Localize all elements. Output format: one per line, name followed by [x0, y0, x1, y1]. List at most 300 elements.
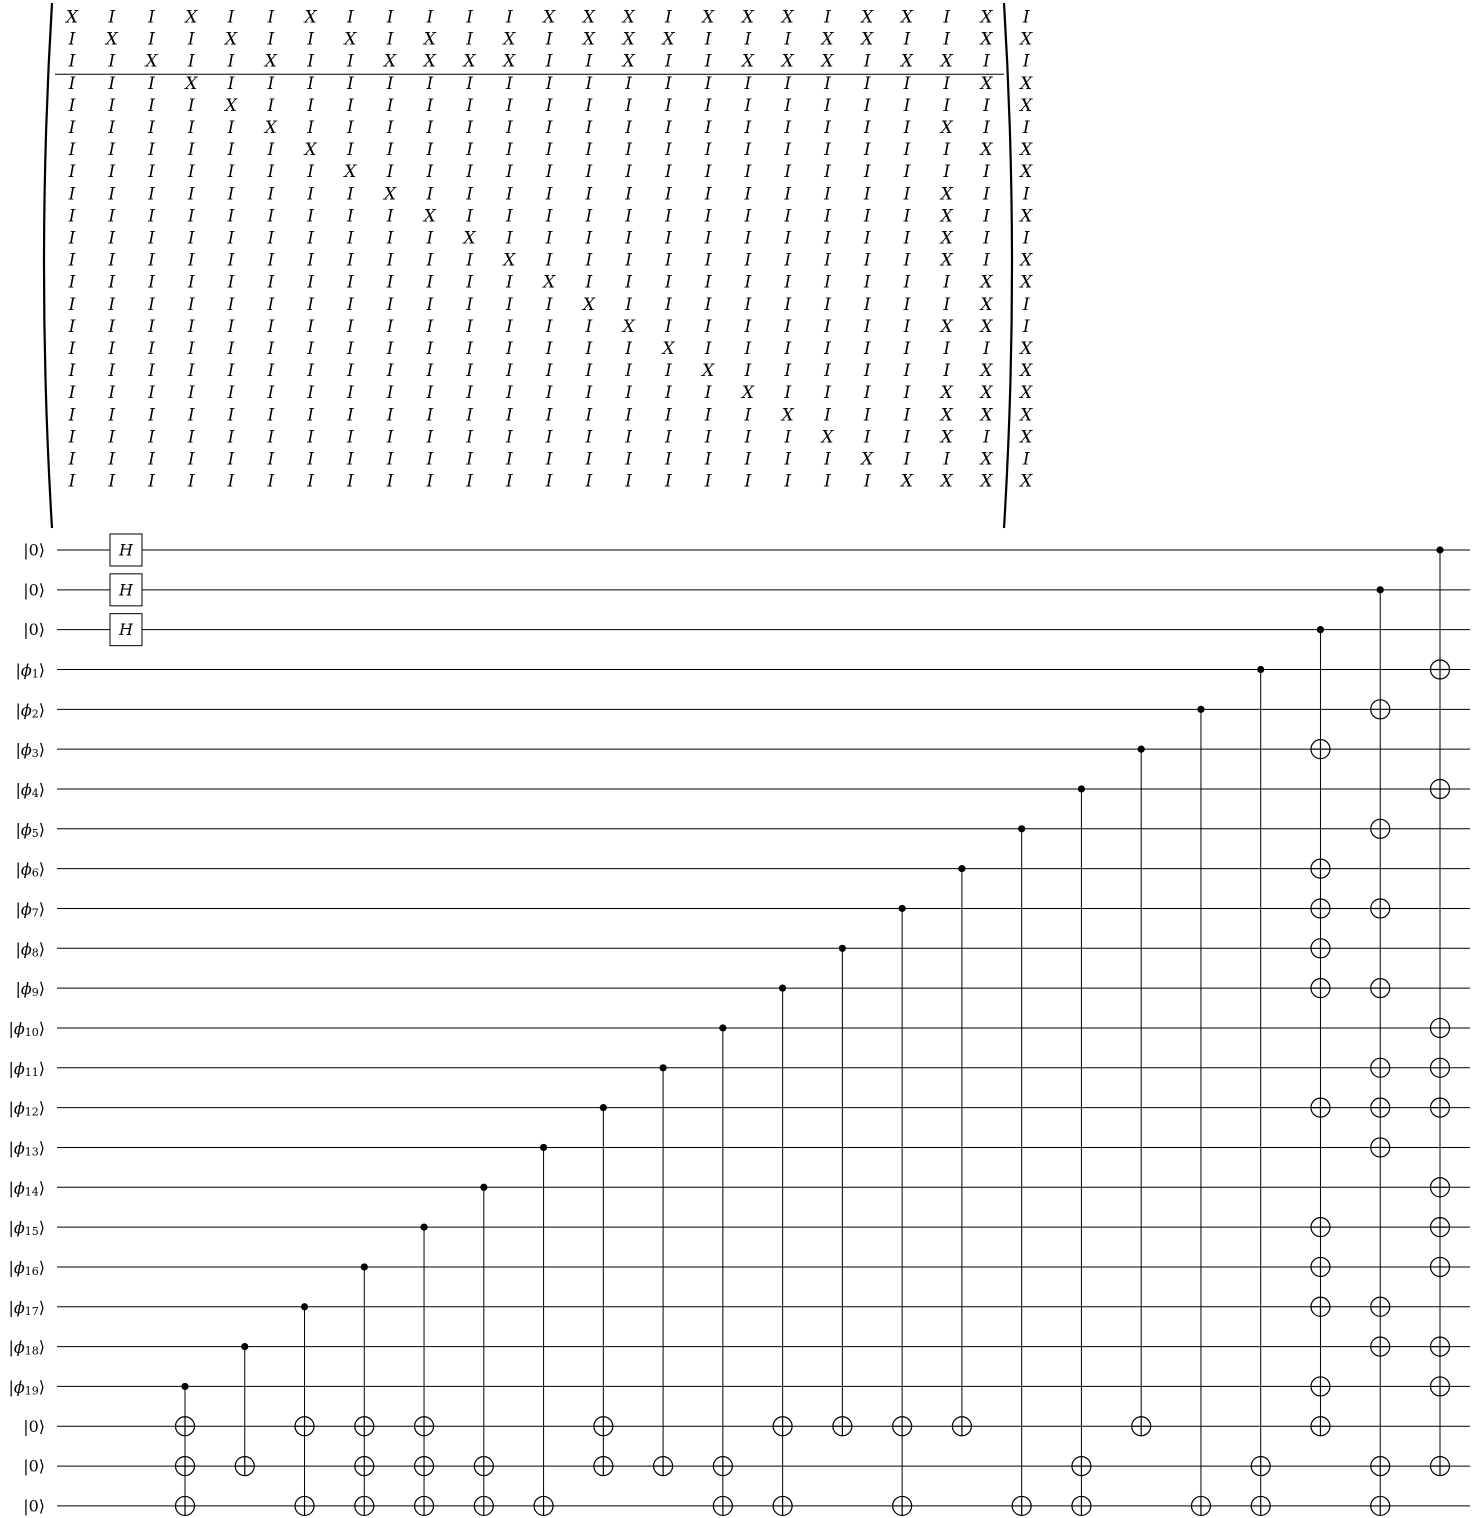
matrix-entry: I [148, 449, 155, 470]
matrix-entry: I [704, 228, 712, 249]
matrix-entry: I [466, 272, 473, 293]
matrix-entry: I [585, 51, 593, 72]
matrix-entry: I [148, 339, 155, 359]
matrix-entry: I [227, 228, 235, 249]
matrix-entry: I [784, 339, 792, 359]
matrix-entry: I [307, 95, 314, 116]
matrix-entry: I [784, 316, 792, 337]
wire-label: |0⟩ [23, 1496, 45, 1516]
matrix-entry: I [227, 272, 235, 293]
matrix-entry: I [545, 471, 553, 492]
matrix-entry: I [784, 383, 792, 404]
matrix-entry: I [744, 29, 752, 50]
matrix-entry: I [983, 51, 990, 72]
matrix-entry: I [346, 471, 354, 492]
matrix-entry: I [148, 316, 155, 337]
matrix-entry: I [187, 184, 195, 205]
control-dot [361, 1263, 368, 1270]
matrix-entry: I [943, 140, 951, 161]
matrix-entry: I [625, 383, 632, 404]
matrix-entry: I [704, 29, 712, 50]
matrix-entry: I [665, 162, 672, 183]
matrix-entry: I [307, 471, 314, 492]
matrix-entry: I [386, 95, 394, 116]
matrix-entry: X [741, 7, 754, 28]
matrix-entry: I [665, 7, 672, 28]
matrix-entry: I [187, 294, 195, 315]
matrix-entry: I [386, 272, 394, 293]
control-dot [1257, 666, 1264, 673]
matrix-entry: I [545, 449, 553, 470]
matrix-entry: I [863, 272, 871, 293]
matrix-entry: I [108, 405, 116, 426]
matrix-entry: I [863, 405, 871, 426]
matrix-entry: I [346, 184, 354, 205]
matrix-entry: I [227, 140, 235, 161]
matrix-entry: X [940, 316, 953, 337]
matrix-entry: I [386, 294, 394, 315]
matrix-entry: I [545, 405, 553, 426]
matrix-entry: I [148, 228, 155, 249]
matrix-entry: I [744, 449, 752, 470]
wire-label: $|\phi_{12}⟩$ [8, 1098, 45, 1119]
matrix-entry: X [821, 427, 834, 448]
wire-label: $|\phi_4⟩$ [15, 779, 45, 800]
matrix-entry: I [665, 73, 672, 94]
matrix-entry: I [744, 184, 752, 205]
matrix-entry: I [426, 7, 434, 28]
matrix-entry: I [267, 294, 275, 315]
matrix-entry: X [900, 471, 914, 492]
matrix-entry: I [585, 118, 593, 138]
matrix-entry: I [704, 449, 712, 470]
wire-label: $|\phi_9⟩$ [15, 978, 45, 1000]
matrix-entry: I [68, 272, 76, 293]
matrix-entry: I [68, 228, 76, 249]
matrix-entry: I [346, 405, 354, 426]
matrix-entry: I [903, 118, 911, 138]
matrix-entry: I [744, 316, 752, 337]
matrix-entry: X [582, 294, 595, 315]
matrix-entry: I [307, 405, 314, 426]
matrix-entry: X [344, 29, 357, 50]
matrix-entry: X [940, 405, 953, 426]
matrix-entry: I [108, 294, 116, 315]
matrix-entry: I [227, 405, 235, 426]
matrix-entry: I [863, 184, 871, 205]
matrix-entry: I [346, 339, 354, 359]
matrix-entry: I [704, 405, 712, 426]
matrix-entry: I [386, 405, 394, 426]
matrix-entry: I [545, 29, 553, 50]
matrix-entry: I [108, 316, 116, 337]
matrix-entry: I [1022, 51, 1030, 72]
matrix-left-paren [44, 3, 52, 528]
matrix-entry: I [784, 427, 792, 448]
matrix-entry: I [267, 250, 275, 271]
matrix-entry: X [384, 184, 397, 205]
matrix-entry: I [665, 405, 672, 426]
matrix-right-paren [1004, 3, 1012, 528]
control-dot [1317, 626, 1324, 633]
matrix-entry: X [185, 73, 198, 94]
matrix-entry: I [665, 294, 672, 315]
matrix-entry: I [983, 228, 990, 249]
matrix-entry: I [863, 118, 871, 138]
matrix-entry: I [68, 51, 76, 72]
matrix-entry: I [784, 95, 792, 116]
matrix-entry: X [1020, 95, 1033, 116]
matrix-entry: I [665, 228, 672, 249]
matrix-entry: I [506, 7, 513, 28]
matrix-entry: I [903, 272, 911, 293]
matrix-entry: I [466, 339, 473, 359]
matrix-entry: I [704, 272, 712, 293]
matrix-entry: I [227, 162, 235, 183]
matrix-entry: I [426, 162, 434, 183]
hadamard-label: H [119, 580, 133, 600]
matrix-entry: I [108, 140, 116, 161]
matrix-entry: X [423, 51, 436, 72]
matrix-entry: I [466, 405, 473, 426]
matrix-entry: X [781, 405, 794, 426]
wire-label: $|\phi_{10}⟩$ [8, 1018, 45, 1039]
matrix-entry: I [466, 140, 473, 161]
matrix-entry: I [863, 162, 871, 183]
matrix-entry: I [704, 51, 712, 72]
wire-label: $|\phi_{11}⟩$ [8, 1058, 45, 1079]
matrix-entry: I [863, 73, 871, 94]
matrix-entry: I [148, 250, 155, 271]
matrix-entry: I [983, 118, 990, 138]
matrix-entry: I [386, 162, 394, 183]
matrix-entry: I [824, 73, 831, 94]
control-dot [1078, 785, 1085, 792]
matrix-entry: I [187, 228, 195, 249]
matrix-entry: X [940, 427, 953, 448]
matrix-entry: I [108, 118, 116, 138]
control-dot [1436, 546, 1443, 553]
matrix-entry: I [267, 7, 275, 28]
matrix-entry: I [307, 184, 314, 205]
matrix-entry: I [506, 383, 513, 404]
matrix-entry: I [665, 383, 672, 404]
matrix-entry: I [983, 250, 990, 271]
matrix-entry: I [108, 206, 116, 227]
matrix-entry: I [466, 250, 473, 271]
matrix-entry: I [506, 140, 513, 161]
matrix-entry: I [704, 294, 712, 315]
matrix-entry: X [622, 51, 635, 72]
matrix-entry: I [903, 316, 911, 337]
matrix-entry: I [665, 140, 672, 161]
matrix-entry: I [227, 427, 235, 448]
matrix-entry: I [267, 361, 275, 382]
matrix-entry: X [1020, 206, 1033, 227]
matrix-entry: I [903, 449, 911, 470]
matrix-entry: I [983, 339, 990, 359]
matrix-entry: I [386, 471, 394, 492]
matrix-entry: I [307, 206, 314, 227]
matrix-entry: X [264, 51, 277, 72]
matrix-entry: I [744, 294, 752, 315]
matrix-entry: I [665, 250, 672, 271]
matrix-entry: I [148, 471, 155, 492]
matrix-entry: I [267, 162, 275, 183]
control-dot [899, 905, 906, 912]
matrix-entry: I [903, 162, 911, 183]
matrix-entry: I [824, 206, 831, 227]
matrix-entry: I [148, 7, 155, 28]
matrix-entry: I [267, 228, 275, 249]
matrix-entry: I [307, 383, 314, 404]
matrix-entry: I [386, 118, 394, 138]
parity-matrix [44, 3, 1033, 528]
matrix-entry: X [1020, 361, 1033, 382]
matrix-entry: I [68, 427, 76, 448]
matrix-entry: X [980, 316, 993, 337]
matrix-entry: I [68, 73, 76, 94]
matrix-entry: I [227, 471, 235, 492]
control-dot [600, 1104, 607, 1111]
matrix-entry: I [187, 383, 195, 404]
matrix-entry: X [781, 7, 794, 28]
matrix-entry: I [108, 51, 116, 72]
matrix-entry: I [187, 427, 195, 448]
matrix-entry: I [187, 316, 195, 337]
matrix-entry: I [665, 184, 672, 205]
matrix-entry: X [1020, 427, 1033, 448]
matrix-entry: I [863, 316, 871, 337]
matrix-entry: X [1020, 339, 1033, 359]
matrix-entry: I [187, 339, 195, 359]
matrix-entry: I [903, 250, 911, 271]
matrix-entry: I [267, 184, 275, 205]
matrix-entry: I [426, 471, 434, 492]
matrix-entry: I [744, 471, 752, 492]
matrix-entry: I [585, 95, 593, 116]
matrix-entry: X [781, 51, 794, 72]
matrix-entry: I [187, 405, 195, 426]
matrix-entry: X [940, 228, 953, 249]
matrix-entry: I [625, 361, 632, 382]
matrix-entry: I [983, 95, 990, 116]
wire-label: $|\phi_{17}⟩$ [8, 1297, 45, 1318]
matrix-entry: I [148, 29, 155, 50]
matrix-entry: X [980, 405, 993, 426]
matrix-entry: I [585, 471, 593, 492]
matrix-entry: I [625, 405, 632, 426]
matrix-entry: I [386, 250, 394, 271]
matrix-entry: I [307, 250, 314, 271]
control-dot [1197, 706, 1204, 713]
matrix-entry: X [940, 383, 953, 404]
matrix-entry: I [68, 294, 76, 315]
matrix-entry: I [187, 140, 195, 161]
matrix-entry: X [224, 95, 238, 116]
matrix-entry: I [744, 140, 752, 161]
matrix-entry: I [227, 316, 235, 337]
matrix-entry: I [625, 95, 632, 116]
matrix-entry: I [187, 95, 195, 116]
matrix-entry: X [145, 51, 158, 72]
matrix-entry: I [784, 73, 792, 94]
matrix-entry: I [704, 250, 712, 271]
matrix-entry: X [543, 272, 556, 293]
control-dot [779, 985, 786, 992]
matrix-entry: I [545, 184, 553, 205]
matrix-entry: X [1020, 73, 1033, 94]
matrix-entry: I [625, 427, 632, 448]
matrix-entry: X [702, 7, 715, 28]
matrix-entry: I [744, 405, 752, 426]
matrix-entry: I [704, 427, 712, 448]
matrix-entry: X [940, 250, 953, 271]
control-dot [420, 1224, 427, 1231]
matrix-entry: I [426, 272, 434, 293]
matrix-entry: I [466, 471, 473, 492]
matrix-entry: I [187, 471, 195, 492]
matrix-entry: I [466, 29, 473, 50]
matrix-entry: X [861, 29, 874, 50]
matrix-entry: I [346, 51, 354, 72]
control-dot [719, 1024, 726, 1031]
matrix-entry: I [704, 339, 712, 359]
matrix-entry: I [665, 95, 672, 116]
matrix-entry: I [744, 427, 752, 448]
matrix-entry: I [824, 405, 831, 426]
matrix-entry: I [903, 140, 911, 161]
matrix-entry: I [227, 73, 235, 94]
matrix-entry: I [665, 316, 672, 337]
matrix-entry: I [346, 361, 354, 382]
matrix-entry: I [545, 427, 553, 448]
matrix-entry: I [625, 449, 632, 470]
matrix-entry: I [625, 339, 632, 359]
matrix-entry: X [940, 51, 953, 72]
matrix-entry: I [68, 405, 76, 426]
matrix-entry: I [545, 206, 553, 227]
matrix-entry: I [824, 162, 831, 183]
matrix-entry: I [943, 272, 951, 293]
matrix-entry: I [68, 471, 76, 492]
matrix-entry: I [426, 427, 434, 448]
matrix-entry: I [704, 140, 712, 161]
matrix-entry: I [585, 162, 593, 183]
matrix-entry: X [900, 51, 914, 72]
matrix-entry: I [227, 51, 235, 72]
matrix-entry: I [1022, 7, 1030, 28]
matrix-entry: I [506, 471, 513, 492]
matrix-entry: I [307, 162, 314, 183]
matrix-entry: I [426, 294, 434, 315]
matrix-entry: I [903, 95, 911, 116]
matrix-entry: I [148, 73, 155, 94]
matrix-entry: I [744, 95, 752, 116]
matrix-entry: I [466, 7, 473, 28]
matrix-entry: I [545, 361, 553, 382]
matrix-entry: I [665, 449, 672, 470]
matrix-entry: I [784, 250, 792, 271]
matrix-entry: I [665, 51, 672, 72]
matrix-entry: I [187, 206, 195, 227]
wire-label: $|\phi_7⟩$ [15, 898, 45, 920]
matrix-entry: I [346, 228, 354, 249]
matrix-entry: I [863, 228, 871, 249]
matrix-entry: I [704, 184, 712, 205]
matrix-entry: I [863, 427, 871, 448]
matrix-entry: I [426, 73, 434, 94]
matrix-entry: I [108, 228, 116, 249]
matrix-entry: I [227, 449, 235, 470]
matrix-entry: I [784, 184, 792, 205]
matrix-entry: I [386, 7, 394, 28]
matrix-entry: I [784, 206, 792, 227]
matrix-entry: I [943, 162, 951, 183]
matrix-entry: I [665, 361, 672, 382]
wire-label: |0⟩ [23, 1416, 45, 1436]
matrix-entry: I [187, 250, 195, 271]
matrix-entry: I [943, 95, 951, 116]
matrix-entry: X [980, 449, 993, 470]
matrix-entry: X [264, 118, 277, 138]
matrix-entry: I [903, 383, 911, 404]
hadamard-label: H [119, 620, 133, 640]
matrix-entry: I [267, 95, 275, 116]
wire-label: $|\phi_2⟩$ [15, 699, 45, 721]
matrix-entry: I [545, 383, 553, 404]
matrix-entry: I [665, 118, 672, 138]
matrix-entry: I [148, 95, 155, 116]
matrix-entry: I [148, 294, 155, 315]
matrix-entry: I [1022, 316, 1030, 337]
matrix-entry: I [1022, 228, 1030, 249]
matrix-entry: I [108, 73, 116, 94]
matrix-entry: X [622, 29, 635, 50]
matrix-entry: I [585, 405, 593, 426]
matrix-entry: I [506, 361, 513, 382]
matrix-entry: I [585, 361, 593, 382]
matrix-entry: I [148, 383, 155, 404]
matrix-entry: I [346, 73, 354, 94]
matrix-entry: X [702, 361, 715, 382]
matrix-entry: I [426, 339, 434, 359]
matrix-entry: X [344, 162, 357, 183]
matrix-entry: I [227, 294, 235, 315]
matrix-entry: X [940, 471, 953, 492]
matrix-entry: I [426, 383, 434, 404]
matrix-entry: I [346, 449, 354, 470]
matrix-entry: I [386, 449, 394, 470]
matrix-entry: I [625, 162, 632, 183]
matrix-entry: I [903, 228, 911, 249]
matrix-entry: I [545, 294, 553, 315]
matrix-entry: I [824, 140, 831, 161]
matrix-entry: I [545, 73, 553, 94]
matrix-entry: I [466, 184, 473, 205]
matrix-entry: X [662, 339, 675, 359]
wire-label: $|\phi_6⟩$ [15, 859, 45, 880]
matrix-entry: X [980, 471, 993, 492]
matrix-entry: I [545, 250, 553, 271]
wire-label: |0⟩ [23, 620, 45, 640]
matrix-entry: I [824, 383, 831, 404]
matrix-entry: I [983, 184, 990, 205]
matrix-entry: I [227, 118, 235, 138]
matrix-entry: X [940, 206, 953, 227]
matrix-entry: X [384, 51, 397, 72]
matrix-entry: I [307, 29, 314, 50]
